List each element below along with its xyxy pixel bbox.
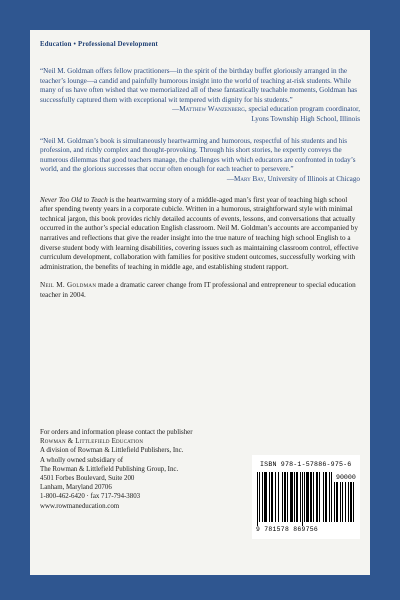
book-title: Never Too Old to Teach xyxy=(40,195,108,204)
barcode-bar xyxy=(284,472,286,522)
barcode-bar xyxy=(271,472,273,522)
website-link[interactable]: www.rowmaneducation.com xyxy=(40,502,120,510)
barcode-bar xyxy=(316,472,318,522)
subsidiary-line: A wholly owned subsidiary of xyxy=(40,456,124,464)
barcode-bar xyxy=(262,472,263,522)
barcode-bar xyxy=(278,472,279,522)
endorsement-attribution-1 xyxy=(40,105,360,115)
author-bio-text: made a dramatic career change from IT professional and entrepreneur to special education teacher in 2004. xyxy=(40,281,356,299)
category-label: Education • Professional Development xyxy=(40,41,159,48)
orders-line: For orders and information please contact the publisher xyxy=(40,429,193,436)
barcode-bar xyxy=(275,472,276,522)
author-name: Neil M. Goldman xyxy=(40,281,97,290)
book-description xyxy=(40,196,360,273)
barcode-bar xyxy=(259,472,260,522)
barcode-bar xyxy=(257,472,258,526)
city-state-zip: Lanham, Maryland 20706 xyxy=(40,484,112,492)
barcode-bar xyxy=(342,482,343,522)
parent-company-line: The Rowman & Littlefield Publishing Group, Inc. xyxy=(40,465,179,473)
endorser-affiliation-2: , University of Illinois at Chicago xyxy=(264,174,360,183)
phone-fax: 1-800-462-6420 · fax 717-794-3803 xyxy=(40,493,141,501)
endorser-name-2: —Mary Bay xyxy=(226,174,264,183)
barcode-bar xyxy=(302,472,303,526)
barcode-bar xyxy=(325,472,327,522)
barcode-bar xyxy=(282,472,283,522)
barcode-bar xyxy=(345,482,346,522)
barcode-bar xyxy=(296,472,298,522)
endorsement-quote-1: “Neil M. Goldman offers fellow practitioners—in the spirit of the birthday buffet gloriously arranged in the teacher’s lounge—a candid and painfully humorous insight into the world of teaching at-risk students. While many of us have often wished that we memorialized all of these fantastically teachable moments, Goldman has successfully captured them with exceptional wit tempered with dignity for his students.” xyxy=(40,67,358,104)
barcode-bar xyxy=(290,472,293,522)
barcode-bar xyxy=(310,472,312,522)
barcode-bar xyxy=(264,472,267,522)
barcode-bar xyxy=(313,472,314,522)
barcode-bar xyxy=(323,472,324,522)
barcode-bar xyxy=(340,482,341,522)
back-cover-panel xyxy=(30,30,370,575)
barcode-bar xyxy=(353,482,354,522)
endorser-title-1: , special education program coordinator, xyxy=(244,105,360,114)
barcode-bar xyxy=(334,482,335,522)
endorser-name-1: —Matthew Wanzenberg xyxy=(172,105,245,114)
barcode-box xyxy=(252,455,360,539)
addon-barcode-icon xyxy=(334,482,356,526)
barcode-bar xyxy=(336,482,338,522)
street-address: 4501 Forbes Boulevard, Suite 200 xyxy=(40,475,135,483)
barcode-bar xyxy=(300,472,301,522)
barcode-bar xyxy=(306,472,309,522)
barcode-bar xyxy=(304,472,305,522)
barcode-bar xyxy=(294,472,295,522)
barcode-bar xyxy=(329,472,330,522)
author-bio xyxy=(40,281,360,300)
division-line: A division of Rowman & Littlefield Publishers, Inc. xyxy=(40,447,184,455)
barcode-bar xyxy=(319,472,320,522)
isbn-number: ISBN 978-1-57886-975-6 xyxy=(260,461,352,468)
publisher-name: Rowman & Littlefield Education xyxy=(40,438,144,446)
barcode-digits: 9 781578 869756 xyxy=(256,526,319,533)
barcode-bar xyxy=(350,482,352,522)
price-code: 90000 xyxy=(336,474,356,481)
endorsement-affiliation-1: Lyons Township High School, Illinois xyxy=(251,114,360,123)
endorsement-attribution-2 xyxy=(40,175,360,185)
description-text: is the heartwarming story of a middle-aged man’s first year of teaching high school after spending twenty years in a corporate cubicle. Written in a humorous, straightforward style with minimal technical jargon, this book provides richly detailed accounts of events, lessons, and conversations that actually occurred in the author’s special education English classroom. Neil M. Goldman’s accounts are accompanied by narratives and reflections that give the reader insight into the true nature of teaching high school English to a diverse student body with learning disabilities, covering issues such as maintaining classroom control, effective curriculum development, collaboration with families for positive student outcomes, successfully working with administration, the benefits of teaching in middle age, and establishing student rapport. xyxy=(40,195,359,271)
publisher-info xyxy=(40,428,193,511)
barcode-bar xyxy=(331,472,332,522)
barcode-bar xyxy=(269,472,270,522)
barcode-bar xyxy=(287,472,288,522)
ean-barcode-icon xyxy=(257,472,333,528)
endorsement-quote-2: “Neil M. Goldman’s book is simultaneously heartwarming and humorous, respectful of his students and his profession, and richly complex and thought-provoking. Through his short stories, he expertly conveys the numerous dilemmas that good teachers manage, the challenges with which educators are confronted in today’s world, and the glorious successes that occur often enough for each teacher to persevere.” xyxy=(40,136,356,174)
barcode-bar xyxy=(348,482,349,522)
